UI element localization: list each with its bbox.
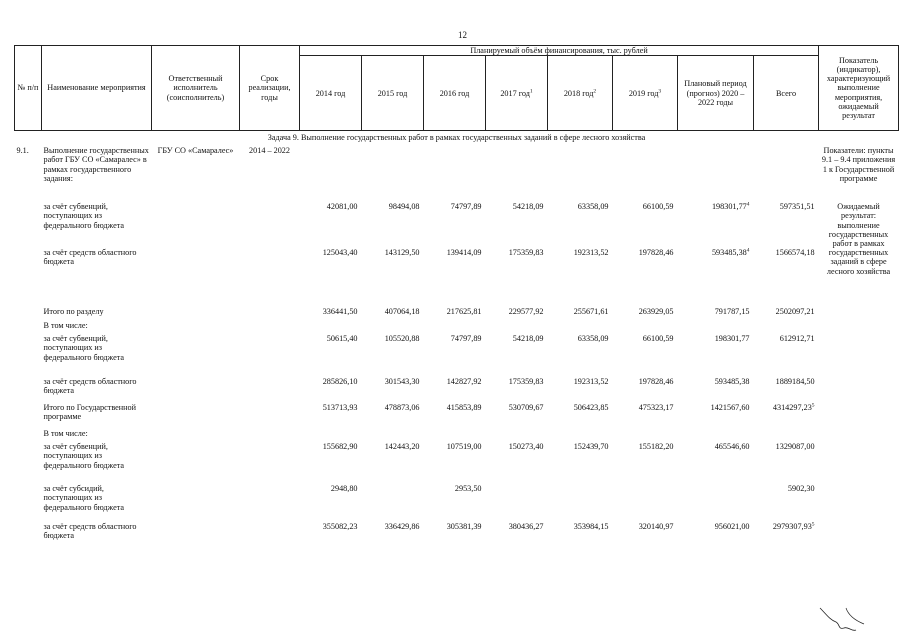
header-2014: 2014 год: [300, 56, 362, 131]
cell-2015: 98494,08: [388, 202, 420, 212]
cell-2017: 150273,40: [508, 442, 544, 452]
cell-2016: 217625,81: [446, 307, 482, 317]
cell-2016: 74797,89: [450, 334, 482, 344]
row-label: В том числе:: [43, 321, 88, 331]
row-label: за счёт субвенций, поступающих из федерального бюджета: [43, 334, 125, 362]
cell-2014: 2948,80: [330, 484, 358, 494]
cell-plan: 593485,38$^4$: [711, 247, 750, 258]
cell-2019: 155182,20: [638, 442, 674, 452]
row-label: В том числе:: [43, 429, 88, 439]
row-label: за счёт средств областного бюджета: [43, 248, 137, 267]
cell-2019: 197828,46: [638, 377, 674, 387]
table-row: [15, 333, 899, 376]
row-label: за счёт субсидий, поступающих из федерального бюджета: [43, 484, 125, 512]
row-label: за счёт субвенций, поступающих из федерального бюджета: [43, 442, 125, 470]
cell-2015: 301543,30: [384, 377, 420, 387]
financing-table: [14, 45, 899, 545]
cell-plan: 198301,77$^4$: [711, 201, 750, 212]
cell-total: 4314297,23$^5$: [772, 402, 815, 413]
cell-total: 612912,71: [779, 334, 815, 344]
cell-2015: 336429,86: [384, 522, 420, 532]
cell-plan: 791787,15: [714, 307, 750, 317]
cell-2016: 142827,92: [446, 377, 482, 387]
header-2015: 2015 год: [362, 56, 424, 131]
table-row: [15, 376, 899, 402]
cell-2015: 478873,06: [384, 403, 420, 413]
cell-2018: [548, 483, 613, 521]
cell-2016: 74797,89: [450, 202, 482, 212]
cell-2016: 415853,89: [446, 403, 482, 413]
cell-2017: 380436,27: [508, 522, 544, 532]
header-2019: 2019 год$^3$: [613, 56, 678, 131]
row-label: за счёт субвенций, поступающих из федерального бюджета: [43, 202, 125, 230]
cell-2018: 152439,70: [573, 442, 609, 452]
cell-2016: 107519,00: [446, 442, 482, 452]
cell-plan: 465546,60: [714, 442, 750, 452]
header-2016: 2016 год: [424, 56, 486, 131]
cell-2018: 63358,09: [577, 334, 609, 344]
cell-2017: 229577,92: [508, 307, 544, 317]
item-name: Выполнение государственных работ ГБУ СО «Самаралес» в рамках государственного задания:: [43, 146, 149, 183]
table-row: [15, 521, 899, 545]
cell-total: 5902,30: [787, 484, 815, 494]
cell-2018: 353984,15: [573, 522, 609, 532]
cell-total: 597351,51: [779, 202, 815, 212]
table-row: [15, 306, 899, 320]
expected-result: Ожидаемый результат: выполнение государственных работ в рамках государственных заданий в сфере лесного хозяйства: [826, 202, 891, 276]
cell-2018: 255671,61: [573, 307, 609, 317]
item-num: 9.1.: [16, 146, 29, 156]
cell-2017: 54218,09: [512, 202, 544, 212]
signature-mark: [818, 606, 868, 634]
cell-2014: 50615,40: [326, 334, 358, 344]
cell-2014: 336441,50: [322, 307, 358, 317]
cell-2019: 66100,59: [642, 334, 674, 344]
table-row: [15, 402, 899, 428]
cell-plan: 593485,38: [714, 377, 750, 387]
cell-2019: 263929,05: [638, 307, 674, 317]
cell-2017: 530709,67: [508, 403, 544, 413]
cell-2015: 142443,20: [384, 442, 420, 452]
cell-2014: 155682,90: [322, 442, 358, 452]
cell-2014: 513713,93: [322, 403, 358, 413]
cell-2014: 125043,40: [322, 248, 358, 258]
cell-2017: 54218,09: [512, 334, 544, 344]
header-2018: 2018 год$^2$: [548, 56, 613, 131]
header-2017: 2017 год$^1$: [486, 56, 548, 131]
task-9-title: Задача 9. Выполнение государственных работ в рамках государственных заданий в сфере лесного хозяйства: [267, 133, 646, 142]
row-label: за счёт средств областного бюджета: [43, 522, 137, 541]
cell-2019: 475323,17: [638, 403, 674, 413]
cell-total: 2502097,21: [775, 307, 815, 317]
header-indicator: Показатель (индикатор), характеризующий выполнение мероприятия, ожидаемый результат: [819, 46, 899, 131]
header-responsible: Ответственный исполнитель (соисполнитель): [152, 46, 240, 131]
cell-2015: 143129,50: [384, 248, 420, 258]
cell-2019: 66100,59: [642, 202, 674, 212]
cell-2016: 2953,50: [454, 484, 482, 494]
table-row: [15, 247, 899, 306]
cell-total: 2979307,93$^5$: [772, 521, 815, 532]
cell-plan: 198301,77: [714, 334, 750, 344]
header-planned: Планируемый объём финансирования, тыс. рублей: [300, 46, 819, 56]
cell-2014: 42081,00: [326, 202, 358, 212]
header-total: Всего: [754, 56, 819, 131]
cell-total: 1889184,50: [775, 377, 815, 387]
cell-2018: 63358,09: [577, 202, 609, 212]
cell-plan: [678, 483, 754, 521]
cell-2018: 192313,52: [573, 248, 609, 258]
cell-2014: 285826,10: [322, 377, 358, 387]
cell-2019: [613, 483, 678, 521]
cell-2014: 355082,23: [322, 522, 358, 532]
cell-total: 1329087,00: [775, 442, 815, 452]
cell-2018: 192313,52: [573, 377, 609, 387]
cell-2015: 407064,18: [384, 307, 420, 317]
header-term: Срок реализации, годы: [240, 46, 300, 131]
item-term: 2014 – 2022: [249, 146, 290, 156]
table-row: [15, 201, 899, 247]
row-label: Итого по разделу: [43, 307, 104, 317]
cell-plan: 1421567,60: [710, 403, 750, 413]
item-responsible: ГБУ СО «Самаралес»: [157, 146, 234, 156]
cell-2017: 175359,83: [508, 377, 544, 387]
cell-2016: 139414,09: [446, 248, 482, 258]
cell-2017: 175359,83: [508, 248, 544, 258]
cell-2015: 105520,88: [384, 334, 420, 344]
cell-2019: 197828,46: [638, 248, 674, 258]
header-plan-period: Плановый период (прогноз) 2020 – 2022 годы: [678, 56, 754, 131]
table-row: [15, 441, 899, 483]
cell-plan: 956021,00: [714, 522, 750, 532]
table-row: [15, 428, 899, 441]
page-number: 12: [458, 30, 467, 40]
cell-2018: 506423,85: [573, 403, 609, 413]
row-label: Итого по Государственной программе: [43, 403, 137, 422]
table-row: [15, 483, 899, 521]
cell-total: 1566574,18: [775, 248, 815, 258]
table-row: [15, 320, 899, 333]
item-indicator: Показатели: пункты 9.1 – 9.4 приложения 1 к Государственной программе: [821, 146, 896, 183]
cell-2019: 320140,97: [638, 522, 674, 532]
header-num: № п/п: [15, 46, 42, 131]
cell-2017: [486, 483, 548, 521]
cell-2015: [362, 483, 424, 521]
cell-2016: 305381,39: [446, 522, 482, 532]
row-label: за счёт средств областного бюджета: [43, 377, 137, 396]
header-name: Наименование мероприятия: [42, 46, 152, 131]
